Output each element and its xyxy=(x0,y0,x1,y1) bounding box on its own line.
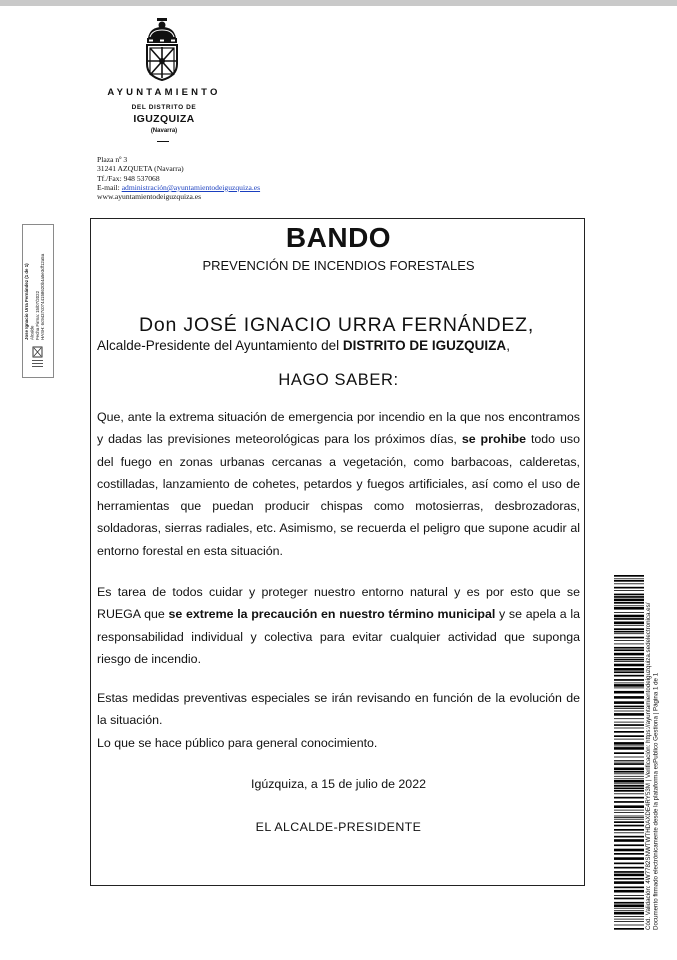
barcode-bar xyxy=(614,836,644,838)
barcode-bar xyxy=(614,578,644,579)
barcode-bar xyxy=(614,701,644,704)
barcode-bar xyxy=(614,742,644,745)
barcode-bar xyxy=(614,763,644,765)
paragraph-review: Estas medidas preventivas especiales se irán revisando en función de la evolución de la situación. xyxy=(97,691,580,728)
barcode-bar xyxy=(614,887,644,889)
navarra-crest-icon xyxy=(140,18,184,84)
mayor-role xyxy=(97,338,510,353)
barcode-bar xyxy=(614,783,644,784)
barcode-bar xyxy=(614,708,644,709)
barcode-bar xyxy=(614,819,644,820)
barcode-bar xyxy=(614,902,644,904)
signature-role: Alcalde xyxy=(29,325,35,340)
barcode-bar xyxy=(614,735,644,737)
barcode-bar xyxy=(614,599,644,602)
barcode-bar xyxy=(614,805,644,808)
barcode-bar xyxy=(614,912,644,915)
barcode-bar xyxy=(614,590,644,591)
barcode-bar xyxy=(614,771,644,773)
barcode-bar xyxy=(614,801,644,803)
barcode-bar xyxy=(614,839,644,842)
barcode-bar xyxy=(614,607,644,610)
barcode-bar xyxy=(614,773,644,774)
barcode-bar xyxy=(614,867,644,869)
barcode-bar xyxy=(614,832,644,833)
barcode-bar xyxy=(614,618,644,620)
barcode-bar xyxy=(614,904,644,907)
barcode-bar xyxy=(614,671,644,673)
org-name: AYUNTAMIENTO xyxy=(107,87,221,98)
barcode-bar xyxy=(614,760,644,761)
barcode-bar xyxy=(614,853,644,855)
barcode-bar xyxy=(614,602,644,604)
barcode-bar xyxy=(614,928,644,930)
barcode-bar xyxy=(614,790,644,792)
barcode-bar xyxy=(614,722,644,723)
barcode-bar xyxy=(614,612,644,613)
barcode-bar xyxy=(614,653,644,656)
hago-saber: HAGO SABER: xyxy=(278,371,399,389)
barcode-bar xyxy=(614,919,644,920)
paragraph-prohibition xyxy=(97,406,580,562)
barcode-bar xyxy=(614,731,644,733)
bando-frame xyxy=(90,218,585,886)
barcode-bar xyxy=(614,628,644,630)
barcode-bar xyxy=(614,713,644,716)
barcode-bar xyxy=(614,844,644,846)
barcode-bar xyxy=(614,921,644,922)
document-date: Igúzquiza, a 15 de julio de 2022 xyxy=(251,777,426,791)
barcode-bar xyxy=(614,778,644,779)
address-block xyxy=(97,155,260,201)
address-postal: 31241 AZQUETA (Navarra) xyxy=(97,164,184,174)
barcode-bar xyxy=(614,878,644,880)
barcode-bar xyxy=(614,605,644,606)
document-subtitle: PREVENCIÓN DE INCENDIOS FORESTALES xyxy=(202,258,475,273)
org-town: IGUZQUIZA xyxy=(133,113,195,125)
document-signer: EL ALCALDE-PRESIDENTE xyxy=(255,820,422,834)
barcode-bar xyxy=(614,768,644,771)
org-region: (Navarra) xyxy=(150,128,178,134)
address-web: www.ayuntamientodeiguzquiza.es xyxy=(97,192,202,202)
barcode-bar xyxy=(614,857,644,860)
barcode-bar xyxy=(614,871,644,873)
barcode-bar xyxy=(614,728,644,729)
barcode-bar xyxy=(614,625,644,626)
barcode-bar xyxy=(614,752,644,754)
p1-text-b: todo uso del fuego en zonas urbanas cercanas a vegetación, como barbacoas, calderetas, costilladas, lanzamiento de cohetes, petardos y fuegos artificiales, así como el uso de herramientas que puedan producir chispas como motosierras, desbrozadoras, soldadoras, sierras radiales, etc. Asimismo, se recuerda el peligro que supone acudir al entorno forestal en esta situación. xyxy=(97,432,580,558)
barcode-bar xyxy=(614,664,644,667)
validation-platform: Documento firmado electrónicamente desde la plataforma esPublico Gestiona | Página 1 de 1 xyxy=(652,672,660,930)
address-street: Plaza nº 3 xyxy=(97,155,128,164)
barcode-bar xyxy=(614,706,644,708)
barcode-bar xyxy=(614,776,644,777)
barcode-bar xyxy=(614,825,644,827)
email-link[interactable]: administración@ayuntamientodeiguzquiza.es xyxy=(121,182,261,192)
barcode-bar xyxy=(614,757,644,758)
signature-signer: Jose Ignacio Urra Fernández (1 de 1) xyxy=(24,263,29,340)
barcode-bar xyxy=(614,829,644,831)
p2-emphasis: se extreme la precaución en nuestro término municipal xyxy=(168,607,496,622)
barcode-bar xyxy=(614,762,644,763)
barcode-bar xyxy=(614,661,644,662)
barcode-bar xyxy=(614,895,644,896)
barcode-bar xyxy=(614,810,644,811)
barcode-bar xyxy=(614,780,644,783)
validation-barcode xyxy=(614,575,644,930)
barcode-bar xyxy=(614,785,644,787)
p1-text-a: Que, ante la extrema situación de emergencia por incendio en la que nos encontramos y dadas las previsiones meteorológicas para los próximos días, xyxy=(97,410,580,447)
barcode-bar xyxy=(614,596,644,598)
barcode-bar xyxy=(614,683,644,684)
barcode-bar xyxy=(614,583,644,584)
barcode-bar xyxy=(614,881,644,884)
address-email-row xyxy=(97,183,260,192)
signature-date: Fecha Firma: 15/07/2022 xyxy=(34,290,40,340)
barcode-bar xyxy=(614,910,644,911)
p2-text-b: y se apela a la responsabilidad individual y colectiva para evitar cualquier actividad que suponga riesgo de incendio. xyxy=(97,607,580,666)
barcode-bar xyxy=(614,793,644,794)
paragraph-public: Lo que se hace público para general conocimiento. xyxy=(97,736,378,750)
barcode-bar xyxy=(614,575,644,577)
barcode-bar xyxy=(614,688,644,689)
barcode-bar xyxy=(614,821,644,823)
barcode-bar xyxy=(614,898,644,900)
address-phone: Tf./Fax: 948 537068 xyxy=(97,173,160,183)
paragraph-request xyxy=(97,581,580,670)
barcode-bar xyxy=(614,817,644,818)
org-district-label: DEL DISTRITO DE xyxy=(131,104,197,111)
barcode-bar xyxy=(614,747,644,750)
signature-hash: HASH: 6c9437c0744158620b4a5e3df12a5a xyxy=(40,253,46,340)
barcode-bar xyxy=(614,746,644,747)
barcode-bar xyxy=(614,711,644,712)
barcode-bar xyxy=(614,594,644,596)
barcode-bar xyxy=(614,657,644,658)
barcode-bar xyxy=(614,890,644,893)
signature-panel xyxy=(22,224,54,378)
barcode-bar xyxy=(614,649,644,651)
barcode-bar xyxy=(614,679,644,681)
barcode-bar xyxy=(614,647,644,649)
barcode-bar xyxy=(614,644,644,645)
barcode-bar xyxy=(614,622,644,625)
signature-text xyxy=(24,228,50,340)
barcode-bar xyxy=(614,718,644,719)
barcode-bar xyxy=(614,580,644,582)
barcode-bar xyxy=(614,637,644,639)
validation-code: Cód. Validación: 4W7782SNWTWTHDAXDE4RY53M | Verificación: https://ayuntamientodeiguzquiza.sedelectronica.es/ xyxy=(645,602,652,930)
barcode-bar xyxy=(614,916,644,917)
barcode-bar xyxy=(614,908,644,909)
barcode-bar xyxy=(614,696,644,699)
barcode-bar xyxy=(614,812,644,813)
barcode-bar xyxy=(614,615,644,618)
barcode-bar xyxy=(614,675,644,677)
barcode-bar xyxy=(614,633,644,634)
barcode-bar xyxy=(614,849,644,852)
barcode-bar xyxy=(614,668,644,671)
role-suffix: , xyxy=(506,338,510,353)
barcode-bar xyxy=(614,691,644,694)
barcode-bar xyxy=(614,788,644,790)
email-label: E-mail: xyxy=(97,182,122,192)
role-prefix: Alcalde-Presidente del Ayuntamiento del xyxy=(97,338,343,353)
role-district: DISTRITO DE IGUZQUIZA xyxy=(342,338,507,353)
barcode-bar xyxy=(614,724,644,726)
barcode-bar xyxy=(614,874,644,877)
barcode-bar xyxy=(614,863,644,865)
barcode-bar xyxy=(614,797,644,799)
org-underline xyxy=(157,141,169,142)
barcode-bar xyxy=(614,631,644,633)
document-title: BANDO xyxy=(285,222,392,253)
barcode-bar xyxy=(614,659,644,661)
barcode-bar xyxy=(614,587,644,589)
barcode-bar xyxy=(614,925,644,926)
barcode-bar xyxy=(614,684,644,687)
p1-emphasis: se prohibe xyxy=(461,432,526,447)
barcode-bar xyxy=(614,640,644,641)
mayor-name: Don JOSÉ IGNACIO URRA FERNÁNDEZ, xyxy=(139,314,535,336)
validation-text xyxy=(645,560,667,930)
barcode-bar xyxy=(614,816,644,817)
barcode-bar xyxy=(614,739,644,740)
top-border xyxy=(0,0,677,6)
signature-logo-icon xyxy=(31,345,44,369)
p2-text-a: Es tarea de todos cuidar y proteger nuestro entorno natural y es por esto que se RUEGA que xyxy=(97,585,580,622)
